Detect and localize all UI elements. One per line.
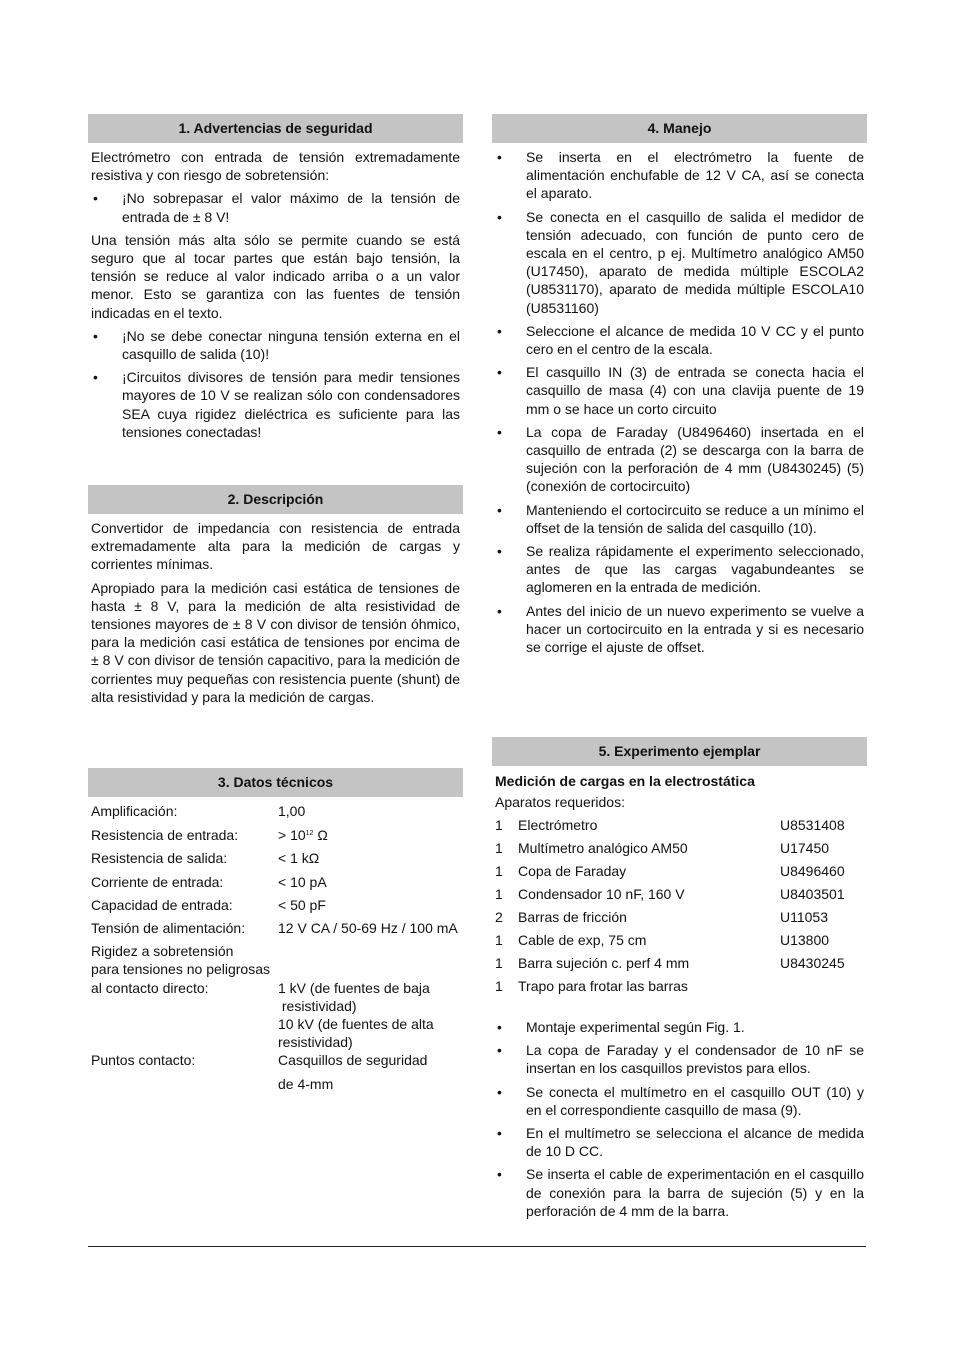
section-header-tech-data: 3. Datos técnicos <box>88 768 463 797</box>
right-column <box>492 114 867 1219</box>
description-p1: Convertidor de impedancia con resistencia de entrada extremadamente alta para la medición de cargas y corrientes mínimas. <box>91 520 460 573</box>
safety-list-1 <box>91 189 460 225</box>
equipment-row: 1 Electrómetro U8531408 <box>495 817 845 833</box>
section-header-description: 2. Descripción <box>88 485 463 514</box>
operation-step: • Seleccione el alcance de medida 10 V CC y el punto cero en el centro de la escala. <box>495 322 864 358</box>
operation-section <box>492 143 867 656</box>
operation-step: • Se realiza rápidamente el experimento seleccionado, antes de que las cargas vagabundeantes se aglomeren en la entrada de medición. <box>495 542 864 597</box>
equipment-row: 2 Barras de fricción U11053 <box>495 909 829 925</box>
experiment-subtitle: Medición de cargas en la electrostática <box>495 773 755 789</box>
experiment-section <box>492 772 867 1220</box>
experiment-step: • La copa de Faraday y el condensador de 10 nF se insertan en los casquillos previstos para ellos. <box>495 1041 864 1077</box>
equipment-row: 1 Cable de exp, 75 cm U13800 <box>495 932 830 948</box>
safety-bullet-2: • ¡No se debe conectar ninguna tensión externa en el casquillo de salida (10)! <box>91 327 460 363</box>
experiment-step: • Se inserta el cable de experimentación en el casquillo de conexión para la barra de sujeción (5) y en la perforación de 4 mm de la barra. <box>495 1165 864 1220</box>
left-column <box>88 114 463 1092</box>
safety-section <box>88 143 463 441</box>
equipment-row: 1 Multímetro analógico AM50 U17450 <box>495 840 830 856</box>
safety-bullet-3: • ¡Circuitos divisores de tensión para medir tensiones mayores de 10 V se realizan sólo con condensadores SEA cuya rigidez dieléctrica es suficiente para las tensiones conectadas! <box>91 368 460 441</box>
experiment-step: • En el multímetro se selecciona el alcance de medida de 10 D CC. <box>495 1124 864 1160</box>
equipment-list <box>495 814 864 998</box>
tech-row-input-current: Corriente de entrada: < 10 pA <box>91 873 327 890</box>
equipment-row: 1 Barra sujeción c. perf 4 mm U8430245 <box>495 955 845 971</box>
experiment-steps <box>495 1018 864 1220</box>
safety-bullet-1: • ¡No sobrepasar el valor máximo de la tensión de entrada de ± 8 V! <box>91 189 460 225</box>
experiment-step: • Montaje experimental según Fig. 1. <box>495 1018 864 1036</box>
operation-step: • Antes del inicio de un nuevo experimento se vuelve a hacer un cortocircuito en la entrada y si es necesario se corrige el ajuste de offset. <box>495 602 864 657</box>
operation-step: • El casquillo IN (3) de entrada se conecta hacia el casquillo de masa (4) con una clavija puente de 19 mm o se hace un corto circuito <box>495 363 864 418</box>
equipment-row: 1 Condensador 10 nF, 160 V U8403501 <box>495 886 845 902</box>
tech-row-overvoltage: Rigidez a sobretensión para tensiones no peligrosas al contacto directo: 1 kV (de fuentes de baja resistividad) 10 kV (de fuentes de alta resistividad) <box>91 943 434 1051</box>
tech-data-table <box>88 802 463 1093</box>
operation-step: • La copa de Faraday (U8496460) insertada en el casquillo de entrada (2) se descarga con la barra de sujeción con la perforación de 4 mm (U8430245) (5) (conexión de cortocircuito) <box>495 423 864 496</box>
description-section <box>88 519 463 706</box>
safety-intro: Electrómetro con entrada de tensión extremadamente resistiva y con riesgo de sobretensión: <box>91 149 460 184</box>
section-header-safety: 1. Advertencias de seguridad <box>88 114 463 143</box>
tech-row-output-resistance: Resistencia de salida: < 1 kΩ <box>91 850 320 867</box>
equipment-row: 1 Copa de Faraday U8496460 <box>495 863 845 879</box>
equipment-row: 1 Trapo para frotar las barras <box>495 978 688 994</box>
tech-row-input-capacity: Capacidad de entrada: < 50 pF <box>91 896 326 913</box>
tech-row-supply-voltage: Tensión de alimentación: 12 V CA / 50-69 Hz / 100 mA <box>91 920 458 937</box>
footer-rule <box>88 1246 866 1247</box>
tech-row-amplification: Amplificación: 1,00 <box>91 803 306 819</box>
description-p2: Apropiado para la medición casi estática de tensiones de hasta ± 8 V, para la medición de alta resistividad de tensiones mayores de ± 8 V con divisor de tensión óhmico, para la medición casi estática de tensiones por encima de ± 8 V con divisor de tensión capacitivo, para la medición de corrientes muy pequeñas con resistencia puente (shunt) de alta resistividad y para la medición de cargas. <box>91 579 460 705</box>
tech-row-contacts: Puntos contacto: Casquillos de seguridad de 4-mm <box>91 1052 428 1092</box>
safety-paragraph: Una tensión más alta sólo se permite cuando se está seguro que al tocar partes que están bajo tensión, la tensión se reduce al valor indicado arriba o a un valor menor. Esto se garantiza con las fuentes de tensión indicadas en el texto. <box>91 231 460 321</box>
operation-step: • Se inserta en el electrómetro la fuente de alimentación enchufable de 12 V CA, así se conecta el aparato. <box>495 148 864 203</box>
section-header-experiment: 5. Experimento ejemplar <box>492 737 867 766</box>
safety-list-2 <box>91 327 460 441</box>
operation-step: • Se conecta en el casquillo de salida el medidor de tensión adecuado, con función de punto cero de escala en el centro, p ej. Multímetro analógico AM50 (U17450), aparato de medida múltiple ESCOLA2 (U8531170), aparato de medida múltiple ESCOLA10 (U8531160) <box>495 208 864 317</box>
section-header-operation: 4. Manejo <box>492 114 867 143</box>
operation-step: • Manteniendo el cortocircuito se reduce a un mínimo el offset de la tensión de salida del casquillo (10). <box>495 501 864 537</box>
operation-list <box>495 148 864 656</box>
equipment-required-label: Aparatos requeridos: <box>495 794 625 810</box>
experiment-step: • Se conecta el multímetro en el casquillo OUT (10) y en el correspondiente casquillo de masa (9). <box>495 1083 864 1119</box>
tech-row-input-resistance: Resistencia de entrada: > $10^{12}$ Ω <box>91 827 328 844</box>
